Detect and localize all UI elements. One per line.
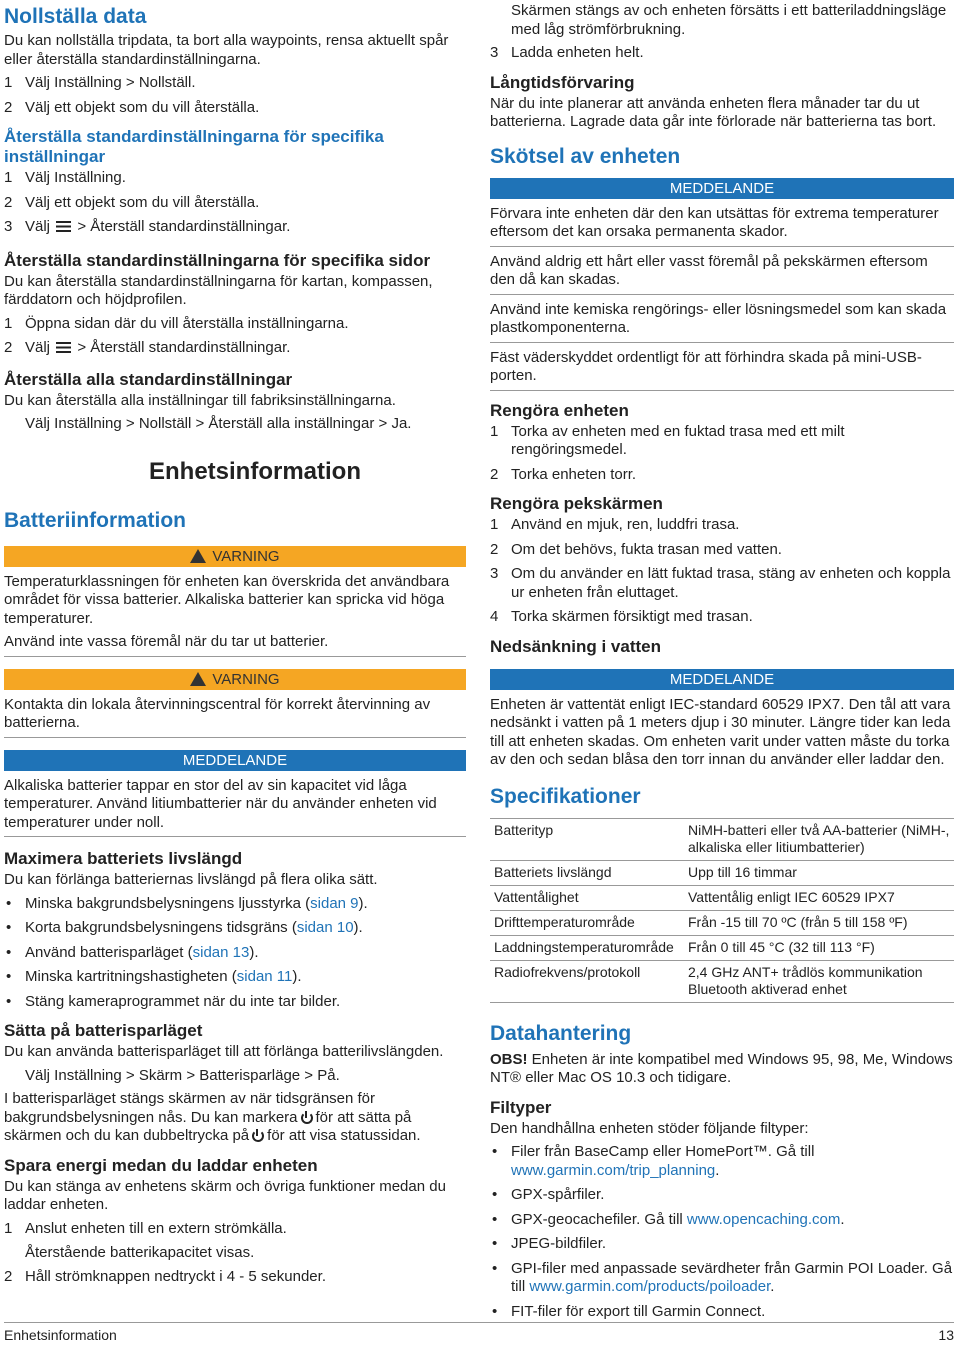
instruction: Välj Inställning > Skärm > Batterisparläge > På. [25,1066,340,1084]
page-link[interactable]: sidan 13 [192,943,250,961]
list-item: • Filer från BaseCamp eller HomePort™. Gå till www.garmin.com/trip_planning. [490,1143,954,1180]
list-item: • GPX-geocachefiler. Gå till www.opencaching.com. [490,1211,954,1230]
section-title-data: Datahantering [490,1021,632,1045]
paragraph: Alkaliska batterier tappar en stor del av sin kapacitet vid låga temperaturer. Använd litiumbatterier när du använder enheten vid temperaturer under noll. [4,777,466,838]
notice-banner: MEDDELANDE [490,178,954,199]
web-link[interactable]: www.opencaching.com [686,1210,841,1228]
subsection-title: Filtyper [490,1097,552,1117]
section-title-care: Skötsel av enheten [490,144,681,168]
subsection-title: Nedsänkning i vatten [490,636,661,656]
paragraph: Du kan återställa alla inställningar till fabriksinställningarna. [4,391,396,409]
step-1: 1 Torka av enheten med en fuktad trasa med ett milt rengöringsmedel. [490,422,845,458]
section-title-reset-data: Nollställa data [4,5,147,28]
left-column [4,0,466,1292]
paragraph: Förvara inte enheten där den kan utsättas för extrema temperaturer eftersom det kan orsaka permanenta skador. [490,205,954,247]
subsection-title: Maximera batteriets livslängd [4,849,243,868]
table-row: Batteriets livslängd Upp till 16 timmar [490,860,954,885]
page-footer [4,1322,954,1345]
warning-banner: VARNING [4,669,466,690]
warning-icon [190,549,206,563]
paragraph: Kontakta din lokala återvinningscentral för korrekt återvinning av batterierna. [4,696,466,738]
list-item: • Minska bakgrundsbelysningens ljusstyrka (sidan 9). [4,895,466,914]
paragraph: I batterisparläget stängs skärmen av när tidsgränsen för bakgrundsbelysningen nås. Du kan markera för att sätta på skärmen och du kan dubbeltrycka på för att visa statussidan. [4,1090,421,1144]
notice-banner: MEDDELANDE [4,750,466,771]
footer-section: Enhetsinformation [4,1327,117,1343]
subsection-title: Rengöra pekskärmen [490,494,663,513]
spec-table [490,818,954,1003]
step-1: 1 Välj Inställning. [4,169,126,186]
step-2: 2 Välj ett objekt som du vill återställa. [4,98,260,116]
step-1: 1 Öppna sidan där du vill återställa inställningarna. [4,314,349,332]
list-item: • GPX-spårfiler. [490,1186,954,1205]
chapter-title: Enhetsinformation [148,457,361,485]
page-link[interactable]: sidan 9 [310,894,359,912]
page-link[interactable]: sidan 10 [296,919,354,936]
menu-icon [56,221,71,232]
subsection-title: Återställa standardinställningarna för specifika sidor [4,250,431,270]
subsection-title: Rengöra enheten [490,400,629,420]
list-item: • Minska kartritningshastigheten (sidan 11). [4,968,466,987]
paragraph: Använd inte kemiska rengörings- eller lösningsmedel som kan skada plastkomponenterna. [490,301,954,343]
table-row: Batterityp NiMH-batteri eller två AA-batterier (NiMH-, alkaliska eller litiumbatterier) [490,818,954,860]
subsection-title: Sätta på batterisparläget [4,1021,203,1040]
step-3: 3 Om du använder en lätt fuktad trasa, stäng av enheten och koppla ur enheten från eluttaget. [490,565,951,601]
table-row: Vattentålighet Vattentålig enligt IEC 60529 IPX7 [490,885,954,910]
step-note: Återstående batterikapacitet visas. [25,1244,255,1261]
paragraph: Skärmen stängs av och enheten försätts i ett batteriladdningsläge med låg strömförbrukning. [511,2,947,38]
list-item: • GPI-filer med anpassade sevärdheter från Garmin POI Loader. Gå till www.garmin.com/products/poiloader. [490,1260,954,1297]
subsection-title: Spara energi medan du laddar enheten [4,1155,318,1175]
warning-banner: VARNING [4,546,466,567]
right-column [490,0,954,1327]
subsection-title: Återställa alla standardinställningar [4,369,293,389]
paragraph: OBS! Enheten är inte kompatibel med Windows 95, 98, Me, Windows NT® eller Mac OS 10.3 och tidigare. [490,1050,953,1086]
step-3: 3 Ladda enheten helt. [490,44,644,61]
step-2: 2 Torka enheten torr. [490,465,637,483]
list-item: • FIT-filer för export till Garmin Connect. [490,1303,954,1322]
list-item: • Korta bakgrundsbelysningens tidsgräns (sidan 10). [4,919,466,938]
step-1: 1 Använd en mjuk, ren, luddfri trasa. [490,516,740,533]
step-2: 2 Håll strömknappen nedtryckt i 4 - 5 sekunder. [4,1267,326,1285]
step-2: 2 Om det behövs, fukta trasan med vatten. [490,540,782,558]
page-link[interactable]: sidan 11 [236,968,293,985]
table-row: Drifttemperaturområde Från -15 till 70 ºC (från 5 till 158 ºF) [490,910,954,935]
paragraph: Du kan nollställa tripdata, ta bort alla waypoints, rensa aktuellt spår eller återställa standardinställningarna. [4,32,449,68]
paragraph: Du kan stänga av enhetens skärm och övriga funktioner medan du laddar enheten. [4,1177,446,1213]
power-icon [301,1112,313,1124]
paragraph: När du inte planerar att använda enheten flera månader tar du ut batterierna. Lagrade data går inte förlorade när batterierna tas bort. [490,94,937,130]
list-item: • Använd batterisparläget (sidan 13). [4,944,466,963]
list-item: • JPEG-bildfiler. [490,1235,954,1254]
web-link[interactable]: www.garmin.com/products/poiloader [529,1278,771,1295]
section-title-specs: Specifikationer [490,784,641,808]
paragraph: Enheten är vattentät enligt IEC-standard 60529 IPX7. Den tål att vara nedsänkt i vatten på 1 meters djup i 30 minuter. Längre tider kan leda till att enheten skadas. Om enheten varit under vatten måste du torka av den och sedan blåsa den torr innan du använder eller laddar den. [490,695,951,768]
paragraph: Använd aldrig ett hårt eller vasst föremål på pekskärmen eftersom den då kan skadas. [490,253,954,295]
web-link[interactable]: www.garmin.com/trip_planning [511,1161,716,1179]
warning-icon [190,672,206,686]
notice-banner: MEDDELANDE [490,669,954,690]
section-title-battery: Batteriinformation [4,508,187,532]
step-1: 1 Anslut enheten till en extern strömkälla. [4,1219,287,1237]
page-number: 13 [938,1327,954,1343]
step-2: 2 Välj ett objekt som du vill återställa. [4,193,260,211]
paragraph: Du kan förlänga batteriernas livslängd på flera olika sätt. [4,871,378,888]
table-row: Laddningstemperaturområde Från 0 till 45 °C (32 till 113 °F) [490,935,954,960]
paragraph: Använd inte vassa föremål när du tar ut batterier. [4,633,466,657]
instruction: Välj Inställning > Nollställ > Återställ alla inställningar > Ja. [25,415,412,432]
paragraph: Du kan använda batterisparläget till att förlänga batterilivslängden. [4,1043,444,1060]
power-icon [252,1130,264,1142]
menu-icon [56,342,71,353]
step-3: 3 Välj > Återställ standardinställningar. [4,218,291,235]
table-row: Radiofrekvens/protokoll 2,4 GHz ANT+ trådlös kommunikation Bluetooth aktiverad enhet [490,960,954,1002]
list-item: • Stäng kameraprogrammet när du inte tar bilder. [4,993,466,1012]
subsection-title: Långtidsförvaring [490,72,635,92]
paragraph: Fäst väderskyddet ordentligt för att förhindra skada på mini-USB-porten. [490,349,954,391]
paragraph: Du kan återställa standardinställningarna för kartan, kompassen, färddatorn och höjdprofilen. [4,272,433,308]
step-1: 1 Välj Inställning > Nollställ. [4,74,196,91]
paragraph: Temperaturklassningen för enheten kan överskrida det användbara området för vissa batterier. Alkaliska batterier kan spricka vid höga temperaturer. [4,572,450,627]
step-2: 2 Välj > Återställ standardinställningar. [4,339,291,356]
step-4: 4 Torka skärmen försiktigt med trasan. [490,608,753,625]
subsection-title: Återställa standardinställningarna för specifika inställningar [4,127,384,166]
paragraph: Den handhållna enheten stöder följande filtyper: [490,1119,809,1137]
